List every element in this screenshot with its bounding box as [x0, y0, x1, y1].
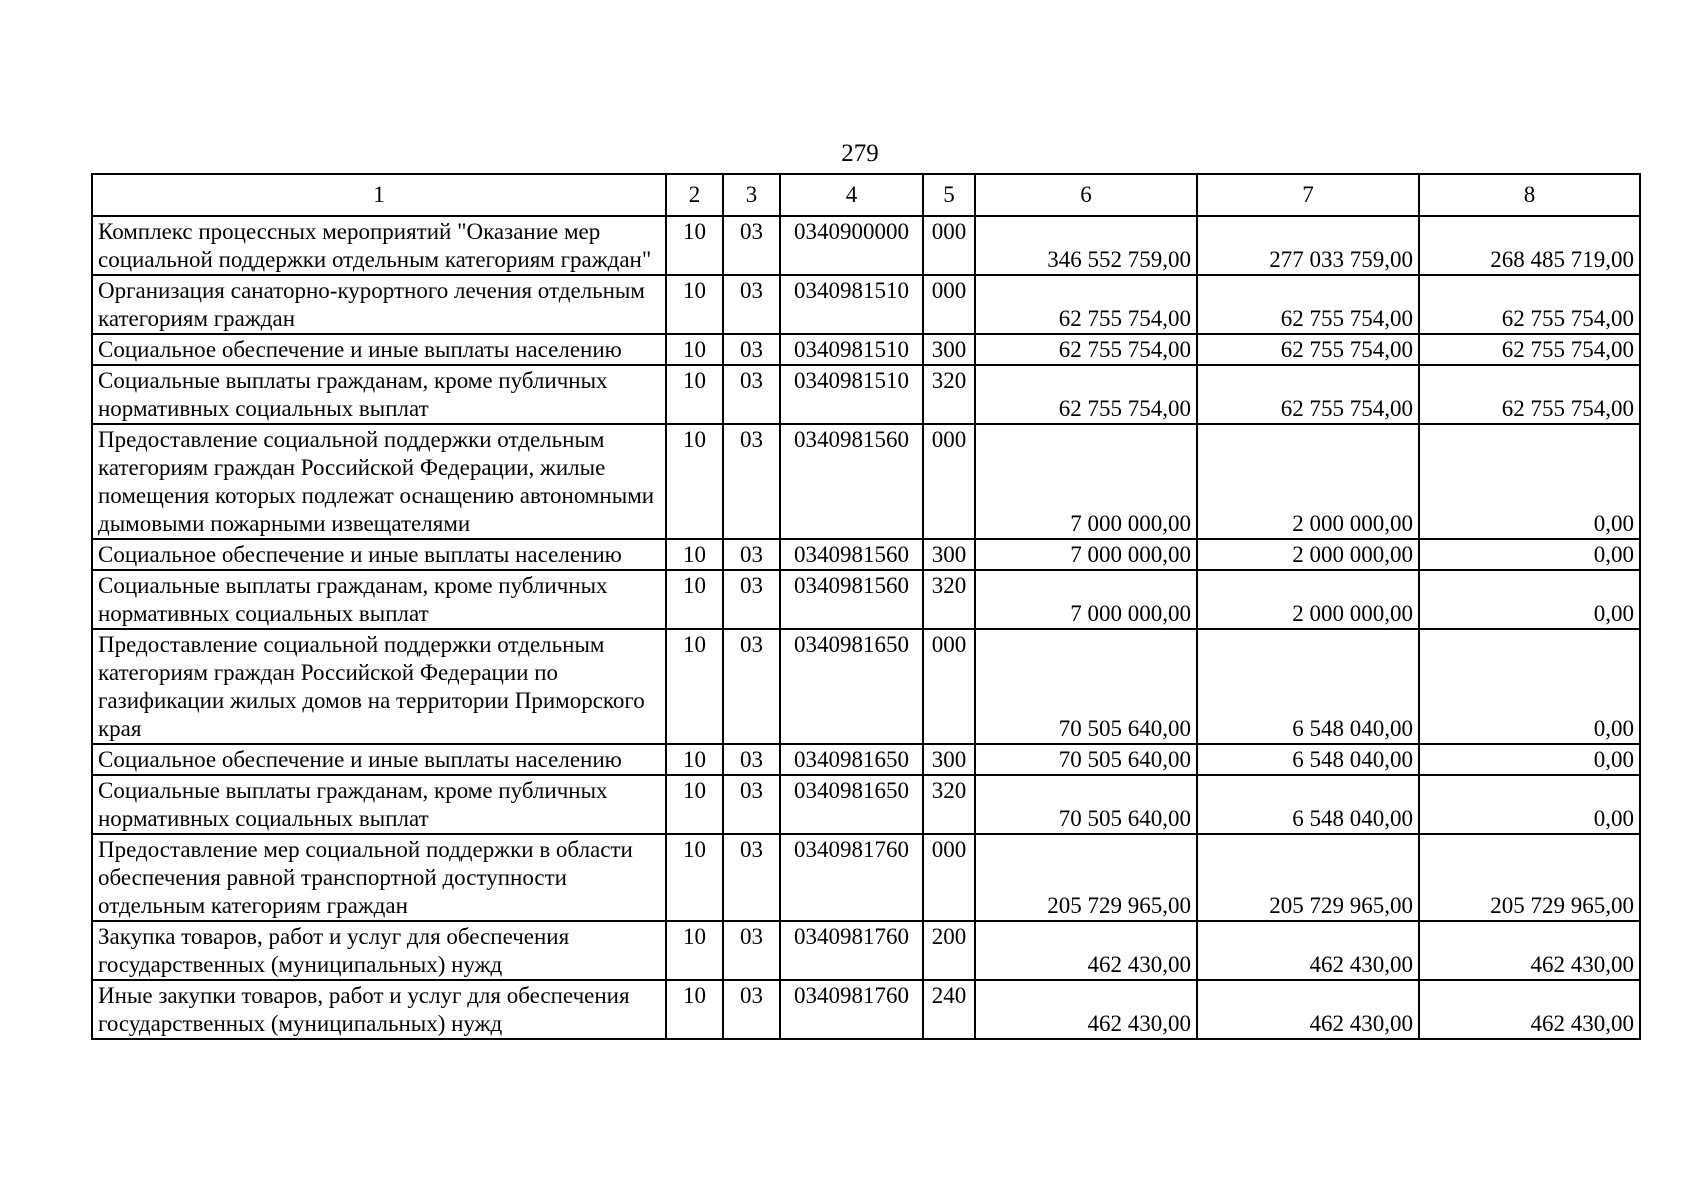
target-code: 0340981760	[780, 834, 923, 921]
page-number: 279	[841, 140, 879, 167]
amount-col7: 277 033 759,00	[1197, 216, 1419, 275]
amount-col7: 6 548 040,00	[1197, 775, 1419, 834]
subsection-code: 03	[723, 629, 780, 744]
column-header: 1	[92, 174, 666, 216]
column-header: 8	[1419, 174, 1640, 216]
row-name: Социальное обеспечение и иные выплаты населению	[92, 334, 666, 365]
row-name: Закупка товаров, работ и услуг для обеспечения государственных (муниципальных) нужд	[92, 921, 666, 980]
target-code: 0340981650	[780, 775, 923, 834]
table-row	[92, 216, 1640, 275]
table-row	[92, 334, 1640, 365]
amount-col8: 62 755 754,00	[1419, 275, 1640, 334]
section-code: 10	[666, 921, 723, 980]
row-name: Предоставление мер социальной поддержки в области обеспечения равной транспортной доступности отдельным категориям граждан	[92, 834, 666, 921]
amount-col6: 7 000 000,00	[975, 539, 1197, 570]
target-code: 0340981560	[780, 539, 923, 570]
amount-col7: 462 430,00	[1197, 921, 1419, 980]
target-code: 0340981650	[780, 629, 923, 744]
subsection-code: 03	[723, 539, 780, 570]
target-code: 0340981760	[780, 980, 923, 1039]
subsection-code: 03	[723, 834, 780, 921]
amount-col8: 0,00	[1419, 424, 1640, 539]
row-name: Социальные выплаты гражданам, кроме публичных нормативных социальных выплат	[92, 570, 666, 629]
section-code: 10	[666, 216, 723, 275]
section-code: 10	[666, 629, 723, 744]
subsection-code: 03	[723, 216, 780, 275]
target-code: 0340981650	[780, 744, 923, 775]
subsection-code: 03	[723, 744, 780, 775]
amount-col8: 62 755 754,00	[1419, 334, 1640, 365]
table-row	[92, 980, 1640, 1039]
row-name: Организация санаторно-курортного лечения отдельным категориям граждан	[92, 275, 666, 334]
amount-col8: 0,00	[1419, 775, 1640, 834]
amount-col7: 2 000 000,00	[1197, 539, 1419, 570]
amount-col6: 62 755 754,00	[975, 334, 1197, 365]
amount-col6: 62 755 754,00	[975, 275, 1197, 334]
amount-col6: 462 430,00	[975, 980, 1197, 1039]
amount-col6: 70 505 640,00	[975, 775, 1197, 834]
subsection-code: 03	[723, 570, 780, 629]
row-name: Предоставление социальной поддержки отдельным категориям граждан Российской Федерации, жилые помещения которых подлежат оснащению автономными дымовыми пожарными извещателями	[92, 424, 666, 539]
amount-col7: 62 755 754,00	[1197, 275, 1419, 334]
amount-col7: 6 548 040,00	[1197, 744, 1419, 775]
section-code: 10	[666, 539, 723, 570]
row-name: Иные закупки товаров, работ и услуг для обеспечения государственных (муниципальных) нужд	[92, 980, 666, 1039]
expense-type-code: 000	[923, 834, 975, 921]
section-code: 10	[666, 424, 723, 539]
section-code: 10	[666, 744, 723, 775]
expense-type-code: 300	[923, 334, 975, 365]
amount-col6: 62 755 754,00	[975, 365, 1197, 424]
row-name: Социальные выплаты гражданам, кроме публичных нормативных социальных выплат	[92, 775, 666, 834]
amount-col7: 462 430,00	[1197, 980, 1419, 1039]
table-row	[92, 424, 1640, 539]
row-name: Социальные выплаты гражданам, кроме публичных нормативных социальных выплат	[92, 365, 666, 424]
target-code: 0340981510	[780, 275, 923, 334]
expense-type-code: 300	[923, 539, 975, 570]
amount-col7: 205 729 965,00	[1197, 834, 1419, 921]
expense-type-code: 000	[923, 629, 975, 744]
expense-type-code: 000	[923, 424, 975, 539]
target-code: 0340981510	[780, 334, 923, 365]
amount-col7: 2 000 000,00	[1197, 424, 1419, 539]
amount-col6: 70 505 640,00	[975, 629, 1197, 744]
expense-type-code: 000	[923, 275, 975, 334]
column-header: 6	[975, 174, 1197, 216]
amount-col6: 7 000 000,00	[975, 424, 1197, 539]
expense-type-code: 200	[923, 921, 975, 980]
section-code: 10	[666, 334, 723, 365]
amount-col8: 0,00	[1419, 570, 1640, 629]
column-header: 4	[780, 174, 923, 216]
target-code: 0340900000	[780, 216, 923, 275]
target-code: 0340981560	[780, 424, 923, 539]
amount-col7: 62 755 754,00	[1197, 365, 1419, 424]
amount-col6: 346 552 759,00	[975, 216, 1197, 275]
table-row	[92, 775, 1640, 834]
amount-col6: 70 505 640,00	[975, 744, 1197, 775]
amount-col8: 0,00	[1419, 629, 1640, 744]
section-code: 10	[666, 570, 723, 629]
subsection-code: 03	[723, 921, 780, 980]
column-header: 3	[723, 174, 780, 216]
subsection-code: 03	[723, 275, 780, 334]
target-code: 0340981510	[780, 365, 923, 424]
row-name: Социальное обеспечение и иные выплаты населению	[92, 539, 666, 570]
expense-type-code: 320	[923, 570, 975, 629]
amount-col8: 0,00	[1419, 539, 1640, 570]
amount-col7: 2 000 000,00	[1197, 570, 1419, 629]
column-header: 7	[1197, 174, 1419, 216]
amount-col8: 0,00	[1419, 744, 1640, 775]
amount-col8: 205 729 965,00	[1419, 834, 1640, 921]
subsection-code: 03	[723, 980, 780, 1039]
row-name: Предоставление социальной поддержки отдельным категориям граждан Российской Федерации по газификации жилых домов на территории Приморского края	[92, 629, 666, 744]
target-code: 0340981760	[780, 921, 923, 980]
row-name: Социальное обеспечение и иные выплаты населению	[92, 744, 666, 775]
table-row	[92, 744, 1640, 775]
section-code: 10	[666, 365, 723, 424]
table-row	[92, 921, 1640, 980]
subsection-code: 03	[723, 334, 780, 365]
amount-col7: 62 755 754,00	[1197, 334, 1419, 365]
amount-col6: 462 430,00	[975, 921, 1197, 980]
subsection-code: 03	[723, 365, 780, 424]
table-row	[92, 629, 1640, 744]
section-code: 10	[666, 834, 723, 921]
section-code: 10	[666, 775, 723, 834]
column-header: 2	[666, 174, 723, 216]
expense-type-code: 000	[923, 216, 975, 275]
amount-col6: 205 729 965,00	[975, 834, 1197, 921]
header-row	[92, 174, 1640, 216]
amount-col6: 7 000 000,00	[975, 570, 1197, 629]
amount-col7: 6 548 040,00	[1197, 629, 1419, 744]
expense-type-code: 320	[923, 775, 975, 834]
row-name: Комплекс процессных мероприятий "Оказание мер социальной поддержки отдельным категориям граждан"	[92, 216, 666, 275]
amount-col8: 268 485 719,00	[1419, 216, 1640, 275]
section-code: 10	[666, 275, 723, 334]
budget-table	[91, 173, 1641, 1040]
table-row	[92, 570, 1640, 629]
section-code: 10	[666, 980, 723, 1039]
amount-col8: 462 430,00	[1419, 921, 1640, 980]
subsection-code: 03	[723, 775, 780, 834]
amount-col8: 62 755 754,00	[1419, 365, 1640, 424]
expense-type-code: 300	[923, 744, 975, 775]
target-code: 0340981560	[780, 570, 923, 629]
amount-col8: 462 430,00	[1419, 980, 1640, 1039]
expense-type-code: 240	[923, 980, 975, 1039]
table-row	[92, 275, 1640, 334]
table-row	[92, 539, 1640, 570]
column-header: 5	[923, 174, 975, 216]
expense-type-code: 320	[923, 365, 975, 424]
table-row	[92, 834, 1640, 921]
subsection-code: 03	[723, 424, 780, 539]
table-row	[92, 365, 1640, 424]
